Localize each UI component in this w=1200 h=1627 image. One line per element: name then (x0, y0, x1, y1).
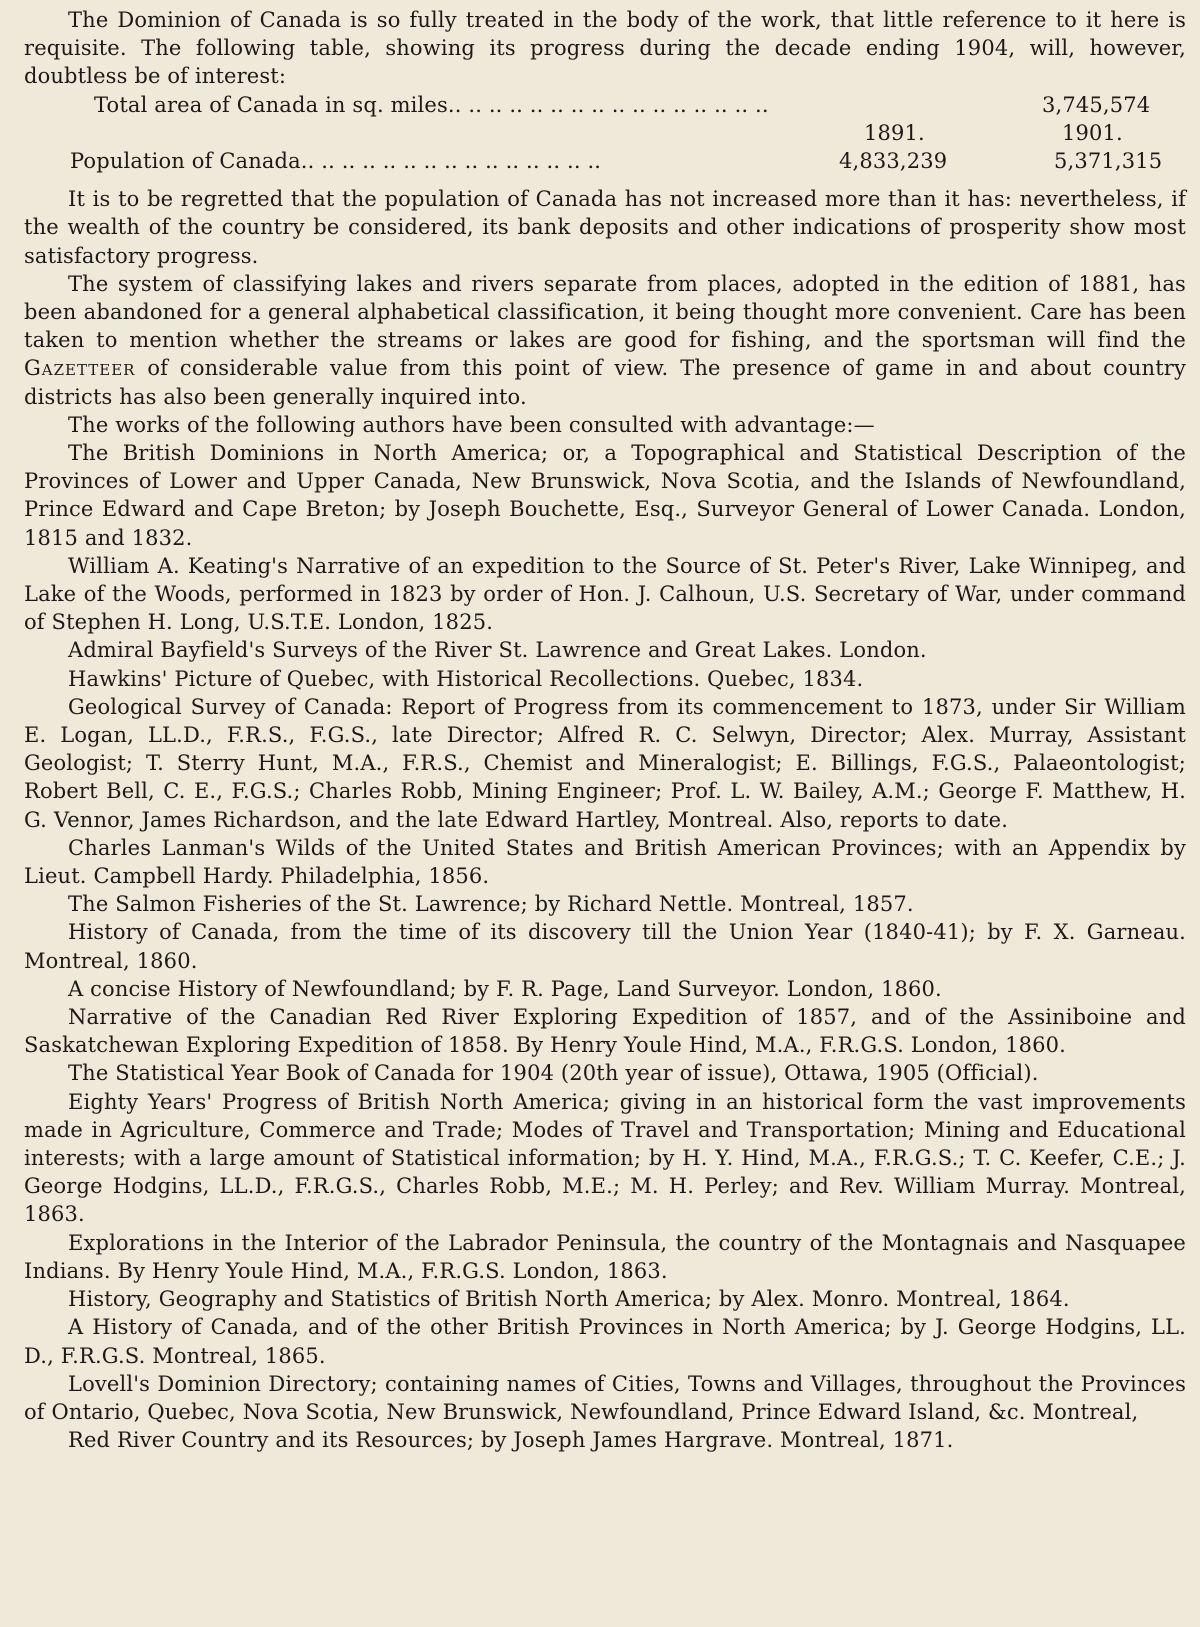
years-row (24, 119, 1186, 147)
classification-text-before: The system of classifying lakes and rivers separate from places, adopted in the edition of 1881, has been abandoned for a general alphabetical classification, it being thought more convenient. Care has been taken to mention whether the streams or lakes are good for fishing, and the sportsman will find the (24, 271, 1186, 353)
prosperity-paragraph: It is to be regretted that the population of Canada has not increased more than it has: nevertheless, if the wealth of the country be considered, its bank deposits and other indications of prosperity show most satisfactory progress. (24, 187, 1186, 268)
work-item: William A. Keating's Narrative of an expedition to the Source of St. Peter's River, Lake Winnipeg, and Lake of the Woods, performed in 1823 by order of Hon. J. Calhoun, U.S. Secretary of War, under command of Stephen H. Long, U.S.T.E. London, 1825. (24, 553, 1186, 635)
area-row (24, 91, 1186, 119)
work-item: Narrative of the Canadian Red River Exploring Expedition of 1857, and of the Assiniboine and Saskatchewan Exploring Expedition of 1858. By Henry Youle Hind, M.A., F.R.G.S. London, 1860. (24, 1005, 1186, 1058)
population-row (24, 147, 1186, 175)
work-item: Geological Survey of Canada: Report of Progress from its commencement to 1873, under Sir William E. Logan, LL.D., F.R.S., F.G.S., late Director; Alfred R. C. Selwyn, Director; Alex. Murray, Assistant Geologist; T. Sterry Hunt, M.A., F.R.S., Chemist and Mineralogist; E. Billings, F.G.S., Palaeontologist; Robert Bell, C. E., F.G.S.; Charles Robb, Mining Engineer; Prof. L. W. Bailey, A.M.; George F. Matthew, H. G. Vennor, James Richardson, and the late Edward Hartley, Montreal. Also, reports to date. (24, 694, 1186, 832)
classification-paragraph (24, 270, 1186, 411)
intro-paragraph: The Dominion of Canada is so fully treated in the body of the work, that little reference to it here is requisite. The following table, showing its progress during the decade ending 1904, will, however, doubtless be of interest: (24, 8, 1186, 89)
year-1891: 1891. (864, 120, 925, 145)
work-item: Hawkins' Picture of Quebec, with Historical Recollections. Quebec, 1834. (68, 666, 864, 691)
classification-text-after: of considerable value from this point of view. The presence of game in and about country districts has also been generally inquired into. (24, 356, 1186, 409)
work-item: The Salmon Fisheries of the St. Lawrence; by Richard Nettle. Montreal, 1857. (68, 892, 914, 917)
work-item: Explorations in the Interior of the Labrador Peninsula, the country of the Montagnais and Nasquapee Indians. By Henry Youle Hind, M.A., F.R.G.S. London, 1863. (24, 1230, 1186, 1283)
area-label: Total area of Canada in sq. miles.. .. .. .. .. .. .. .. .. .. .. .. .. .. .. .. (94, 92, 769, 117)
authors-intro: The works of the following authors have been consulted with advantage:— (68, 412, 875, 437)
work-item: Admiral Bayfield's Surveys of the River St. Lawrence and Great Lakes. London. (68, 638, 927, 663)
year-1901: 1901. (1062, 120, 1123, 145)
population-label: Population of Canada.. .. .. .. .. .. .. .. .. .. .. .. .. .. .. (70, 148, 602, 173)
work-item: Charles Lanman's Wilds of the United States and British American Provinces; with an Appendix by Lieut. Campbell Hardy. Philadelphia, 1856. (24, 835, 1186, 889)
work-item: History of Canada, from the time of its discovery till the Union Year (1840-41); by F. X. Garneau. Montreal, 1860. (24, 920, 1186, 973)
work-item: Lovell's Dominion Directory; containing names of Cities, Towns and Villages, throughout the Provinces of Ontario, Quebec, Nova Scotia, New Brunswick, Newfoundland, Prince Edward Island, &c. Montreal, (24, 1371, 1186, 1424)
work-item: A History of Canada, and of the other British Provinces in North America; by J. George Hodgins, LL. D., F.R.G.S. Montreal, 1865. (24, 1315, 1186, 1368)
area-value: 3,745,574 (1042, 92, 1151, 117)
population-1901: 5,371,315 (1054, 148, 1163, 173)
population-1891: 4,833,239 (839, 148, 948, 173)
gazetteer-word: Gazetteer (24, 356, 136, 381)
work-item: Eighty Years' Progress of British North America; giving in an historical form the vast improvements made in Agriculture, Commerce and Trade; Modes of Travel and Transportation; Mining and Educational interests; with a large amount of Statistical information; by H. Y. Hind, M.A., F.R.G.S.; T. C. Keefer, C.E.; J. George Hodgins, LL.D., F.R.G.S., Charles Robb, M.E.; M. H. Perley; and Rev. William Murray. Montreal, 1863. (24, 1089, 1186, 1227)
work-item: A concise History of Newfoundland; by F. R. Page, Land Surveyor. London, 1860. (68, 976, 942, 1001)
progress-table (24, 91, 1186, 176)
work-item: The British Dominions in North America; or, a Topographical and Statistical Description of the Provinces of Lower and Upper Canada, New Brunswick, Nova Scotia, and the Islands of Newfoundland, Prince Edward and Cape Breton; by Joseph Bouchette, Esq., Surveyor General of Lower Canada. London, 1815 and 1832. (24, 441, 1186, 550)
work-item: The Statistical Year Book of Canada for 1904 (20th year of issue), Ottawa, 1905 (Official). (68, 1061, 1039, 1086)
work-item: History, Geography and Statistics of British North America; by Alex. Monro. Montreal, 1864. (68, 1287, 1070, 1312)
work-item: Red River Country and its Resources; by Joseph James Hargrave. Montreal, 1871. (68, 1428, 954, 1453)
